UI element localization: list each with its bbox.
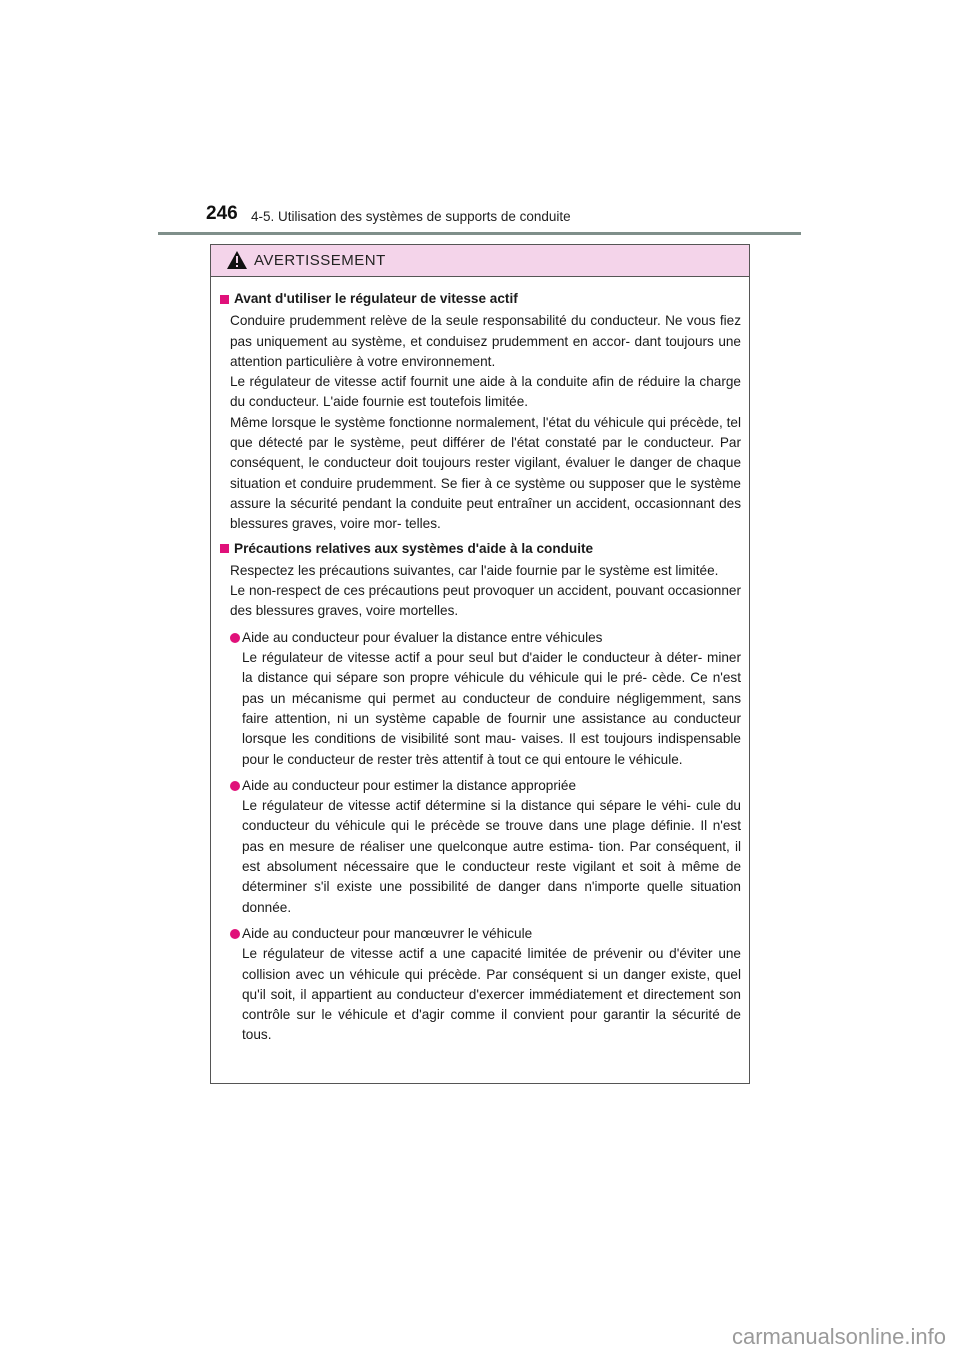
paragraph: Même lorsque le système fonctionne normalement, l'état du véhicule qui précède, tel que détecté par le système, peut différer de l'état constaté par le conducteur. Par conséquent, le conducteur doit toujours rester vigilant, évaluer le danger de chaque situation et conduire prudemment. Se fier à ce système ou supposer que le système assure la sécurité pendant la conduite peut entraîner un accident, occasionnant des blessures graves, voire mor- telles. xyxy=(230,414,741,532)
paragraph: Le non-respect de ces précautions peut provoquer un accident, pouvant occasionner des blessures graves, voire mortelles. xyxy=(230,583,741,619)
square-bullet-icon xyxy=(220,295,229,304)
list-item xyxy=(220,628,741,770)
warning-title: AVERTISSEMENT xyxy=(254,252,386,269)
section-heading xyxy=(220,289,741,309)
bullet-text: Le régulateur de vitesse actif a une capacité limitée de prévenir ou d'éviter une collision avec un véhicule qui précède. Par conséquent si un danger existe, quel qu'il soit, il appartient au conducteur d'exercer immédiatement et directement son contrôle sur le véhicule et d'agir comme il convient pour garantir la sécurité de tous. xyxy=(242,946,741,1043)
section-heading-text: Précautions relatives aux systèmes d'aide à la conduite xyxy=(234,540,594,556)
header-divider xyxy=(158,232,801,235)
circle-bullet-icon xyxy=(230,781,240,791)
bullet-text: Le régulateur de vitesse actif détermine si la distance qui sépare le véhi- cule du conducteur du véhicule qui le précède se trouve dans une plage définie. Il n'est pas en mesure de réaliser une quelconque autre estima- tion. Par conséquent, il est absolument nécessaire que le conducteur reste vigilant et soit à même de déterminer s'il existe une possibilité de danger dans n'importe quelle situation donnée. xyxy=(242,798,741,915)
list-item xyxy=(220,924,741,1046)
warning-body xyxy=(211,277,749,1046)
page-header xyxy=(206,203,806,233)
section-heading-text: Avant d'utiliser le régulateur de vitesse actif xyxy=(234,291,518,306)
paragraph: Conduire prudemment relève de la seule responsabilité du conducteur. Ne vous fiez pas uniquement au système, et conduisez prudemment en accor- dant toujours une attention particulière à votre environnement. xyxy=(230,313,741,369)
warning-header xyxy=(211,245,749,277)
paragraph: Le régulateur de vitesse actif fournit une aide à la conduite afin de réduire la charge du conducteur. L'aide fournie est toutefois limitée. xyxy=(230,374,741,410)
warning-section xyxy=(220,289,741,535)
circle-bullet-icon xyxy=(230,633,240,643)
watermark-link[interactable]: carmanualsonline.info xyxy=(731,1324,946,1349)
bullet-text: Le régulateur de vitesse actif a pour seul but d'aider le conducteur à déter- miner la distance qui sépare son propre véhicule du véhicule qui le pré- cède. Ce n'est pas un mécanisme qui permet au conducteur de conduire négligemment, sans faire attention, ni un système capable de fournir une assistance au conducteur lorsque les conditions de visibilité sont mau- vaises. Il est toujours indispensable pour le conducteur de rester très attentif à tout ce qui entoure le véhicule. xyxy=(242,650,741,767)
warning-box xyxy=(210,244,750,1084)
circle-bullet-icon xyxy=(230,929,240,939)
bullet-title: Aide au conducteur pour manœuvrer le véhicule xyxy=(242,925,533,941)
bullet-title: Aide au conducteur pour évaluer la distance entre véhicules xyxy=(242,629,603,645)
section-title: 4-5. Utilisation des systèmes de supports de conduite xyxy=(251,209,571,224)
bullet-title: Aide au conducteur pour estimer la distance appropriée xyxy=(242,777,577,793)
paragraph: Respectez les précautions suivantes, car l'aide fournie par le système est limitée. xyxy=(230,562,719,578)
page-number: 246 xyxy=(206,203,238,224)
warning-triangle-icon xyxy=(226,250,248,270)
list-item xyxy=(220,776,741,918)
section-heading xyxy=(220,539,741,559)
square-bullet-icon xyxy=(220,544,229,553)
warning-section xyxy=(220,539,741,1046)
